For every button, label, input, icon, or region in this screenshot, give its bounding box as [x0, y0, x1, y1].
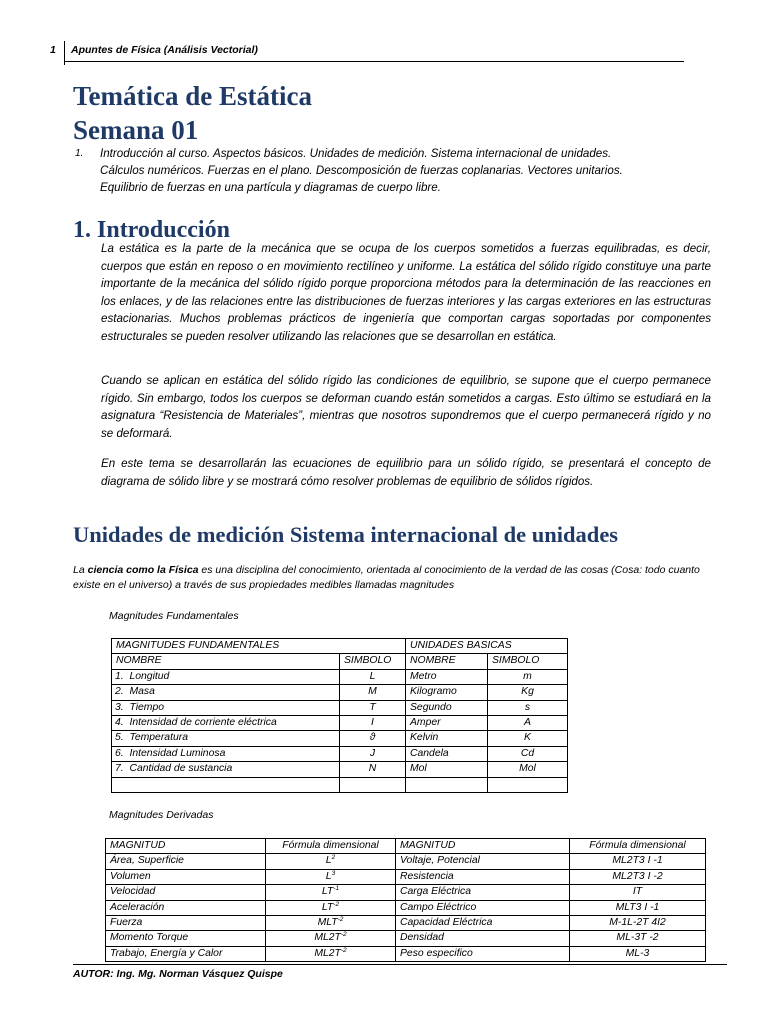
row-number: 1. — [115, 670, 124, 682]
dimensional-formula: ML-3 — [570, 946, 706, 961]
table-cell: N — [340, 762, 406, 777]
table-cell: Kelvin — [406, 731, 488, 746]
table-row — [106, 854, 706, 869]
magnitude-name: Capacidad Eléctrica — [396, 916, 570, 931]
magnitude-name: Longitud — [129, 670, 170, 682]
column-header: Fórmula dimensional — [266, 839, 396, 854]
table-cell: Candela — [406, 746, 488, 761]
formula-exponent: 3 — [331, 869, 336, 877]
column-header: MAGNITUD — [106, 839, 266, 854]
dimensional-formula: ML2T3 I -2 — [570, 869, 706, 884]
formula-exponent: -2 — [333, 900, 340, 908]
column-header: SIMBOLO — [488, 654, 568, 669]
table-cell — [340, 777, 406, 792]
magnitude-name: Fuerza — [106, 916, 266, 931]
table-row — [112, 685, 568, 700]
magnitude-name: Carga Eléctrica — [396, 885, 570, 900]
formula-base: LT — [321, 901, 334, 913]
page-header — [48, 41, 684, 65]
table-cell: ϑ — [340, 731, 406, 746]
table-cell: Cd — [488, 746, 568, 761]
intro-paragraph-2: Cuando se aplican en estática del sólido rígido las condiciones de equilibrio, se supone que el cuerpo permanece rígido. Sin embargo, todos los cuerpos se deforman cuando están sometidos a cargas. Esto último se estudiará en la asignatura “Resistencia de Materiales”, mientras que nosotros supondremos que el cuerpo permanecerá rígido y no se deformará. — [101, 374, 711, 440]
dimensional-formula — [266, 916, 396, 931]
formula-exponent: -2 — [340, 931, 347, 939]
units-description — [73, 563, 713, 592]
table-header-row — [106, 839, 706, 854]
dimensional-formula: M-1L-2T 4I2 — [570, 916, 706, 931]
table-row — [106, 946, 706, 961]
row-number: 2. — [115, 686, 124, 698]
intro-paragraph-1: La estática es la parte de la mecánica que se ocupa de los cuerpos sometidos a fuerzas equilibradas, es decir, cuerpos que están en reposo o en movimiento rectilíneo y uniforme. La estática del sólido rígido constituye una parte importante de la mecánica del sólido rígido porque proporciona métodos para la determinación de las reacciones en los enlaces, y de las relaciones entre las distribuciones de fuerzas interiores y las cargas exteriores en las estructuras estacionarias. Muchos problemas prácticos de ingeniería que comportan cargas soportadas por componentes estructurales se pueden resolver utilizando las relaciones que se desarrollan en estática. — [101, 242, 711, 343]
magnitude-name: Tiempo — [129, 701, 165, 713]
table-row — [106, 916, 706, 931]
column-header: MAGNITUD — [396, 839, 570, 854]
column-header: Fórmula dimensional — [570, 839, 706, 854]
units-desc-bold: ciencia como la Física — [87, 564, 199, 576]
table-cell: L — [340, 669, 406, 684]
magnitude-name: Momento Torque — [106, 931, 266, 946]
formula-exponent: -1 — [333, 885, 340, 893]
dimensional-formula — [266, 931, 396, 946]
table-cell: J — [340, 746, 406, 761]
units-desc-pre: La — [73, 564, 88, 576]
magnitude-name: Velocidad — [106, 885, 266, 900]
formula-base: ML2T — [314, 932, 341, 944]
topics-line-2: Cálculos numéricos. Fuerzas en el plano. Descomposición de fuerzas coplanarias. Vectores unitarios. — [100, 164, 623, 177]
fundamental-table — [111, 638, 568, 793]
table-row — [112, 746, 568, 761]
formula-base: LT — [321, 886, 334, 898]
document-title: Temática de Estática — [73, 81, 312, 111]
intro-heading: 1. Introducción — [73, 217, 230, 243]
magnitude-name: Volumen — [106, 869, 266, 884]
magnitude-name: Masa — [129, 686, 155, 698]
table-cell: m — [488, 669, 568, 684]
intro-paragraph-3: En este tema se desarrollarán las ecuaciones de equilibrio para un sólido rígido, se presentará el concepto de diagrama de sólido libre y se mostrará cómo resolver problemas de equilibrio de sólidos rígidos. — [101, 457, 711, 488]
table-row — [106, 885, 706, 900]
formula-base: MLT — [317, 917, 338, 929]
derived-table — [105, 838, 706, 962]
table-cell: T — [340, 700, 406, 715]
header-rule — [64, 61, 684, 62]
derived-caption: Magnitudes Derivadas — [109, 809, 214, 821]
magnitude-name: Campo Eléctrico — [396, 900, 570, 915]
magnitude-name: Área, Superficie — [106, 854, 266, 869]
table-row — [112, 700, 568, 715]
dimensional-formula — [266, 885, 396, 900]
formula-exponent: -2 — [337, 916, 344, 924]
table-cell: Metro — [406, 669, 488, 684]
magnitude-name: Aceleración — [106, 900, 266, 915]
table-row — [106, 869, 706, 884]
group-header-magnitudes: MAGNITUDES FUNDAMENTALES — [112, 639, 406, 654]
row-number: 3. — [115, 701, 124, 713]
formula-exponent: -2 — [340, 946, 347, 954]
dimensional-formula: IT — [570, 885, 706, 900]
table-cell — [112, 685, 340, 700]
dimensional-formula: MLT3 I -1 — [570, 900, 706, 915]
table-row — [112, 731, 568, 746]
row-number: 7. — [115, 763, 124, 775]
magnitude-name: Trabajo, Energía y Calor — [106, 946, 266, 961]
column-header: NOMBRE — [112, 654, 340, 669]
table-cell — [112, 700, 340, 715]
magnitude-name: Intensidad de corriente eléctrica — [129, 717, 277, 729]
formula-base: L — [325, 870, 332, 882]
table-cell — [112, 762, 340, 777]
column-header: SIMBOLO — [340, 654, 406, 669]
dimensional-formula: ML-3T -2 — [570, 931, 706, 946]
magnitude-name: Peso especifico — [396, 946, 570, 961]
table-cell: s — [488, 700, 568, 715]
magnitude-name: Intensidad Luminosa — [129, 747, 226, 759]
table-cell: I — [340, 716, 406, 731]
dimensional-formula — [266, 900, 396, 915]
fundamental-caption: Magnitudes Fundamentales — [109, 610, 239, 622]
magnitude-name: Resistencia — [396, 869, 570, 884]
table-cell: Amper — [406, 716, 488, 731]
dimensional-formula: ML2T3 I -1 — [570, 854, 706, 869]
table-cell — [112, 777, 340, 792]
formula-base: L — [325, 855, 332, 867]
row-number: 4. — [115, 717, 124, 729]
formula-base: ML2T — [314, 947, 341, 959]
table-row — [106, 931, 706, 946]
table-row — [112, 716, 568, 731]
table-cell: Segundo — [406, 700, 488, 715]
table-row — [112, 762, 568, 777]
table-cell: Kg — [488, 685, 568, 700]
topics-line-3: Equilibrio de fuerzas en una partícula y diagramas de cuerpo libre. — [100, 181, 441, 194]
magnitude-name: Voltaje, Potencial — [396, 854, 570, 869]
table-row — [112, 669, 568, 684]
table-group-row — [112, 639, 568, 654]
table-cell: K — [488, 731, 568, 746]
table-cell — [112, 669, 340, 684]
dimensional-formula — [266, 869, 396, 884]
table-cell — [112, 716, 340, 731]
table-cell — [112, 731, 340, 746]
topics-list — [73, 145, 693, 196]
units-heading: Unidades de medición Sistema internacional de unidades — [73, 522, 619, 547]
units-desc-post: es una disciplina del conocimiento, orientada al conocimiento de la verdad de las cosas (Cosa: todo cuanto existe en el universo) a través de sus propiedades medibles llamadas magnitudes — [73, 564, 700, 591]
footer-author: AUTOR: Ing. Mg. Norman Vásquez Quispe — [73, 968, 283, 980]
table-cell — [488, 777, 568, 792]
document-subtitle: Semana 01 — [73, 115, 199, 145]
magnitude-name: Densidad — [396, 931, 570, 946]
page-number: 1 — [50, 44, 56, 56]
table-cell: Kilogramo — [406, 685, 488, 700]
topics-number: 1. — [75, 148, 84, 159]
footer-rule — [73, 964, 727, 965]
row-number: 6. — [115, 747, 124, 759]
table-cell: A — [488, 716, 568, 731]
table-cell: Mol — [406, 762, 488, 777]
magnitude-name: Cantidad de sustancia — [129, 763, 233, 775]
table-row-empty — [112, 777, 568, 792]
header-title: Apuntes de Física (Análisis Vectorial) — [71, 44, 258, 56]
table-header-row — [112, 654, 568, 669]
table-cell — [406, 777, 488, 792]
table-cell — [112, 746, 340, 761]
group-header-unidades: UNIDADES BASICAS — [406, 639, 568, 654]
formula-exponent: 2 — [331, 854, 336, 862]
table-cell: M — [340, 685, 406, 700]
magnitude-name: Temperatura — [129, 732, 188, 744]
dimensional-formula — [266, 854, 396, 869]
table-cell: Mol — [488, 762, 568, 777]
row-number: 5. — [115, 732, 124, 744]
column-header: NOMBRE — [406, 654, 488, 669]
dimensional-formula — [266, 946, 396, 961]
topics-line-1: Introducción al curso. Aspectos básicos. Unidades de medición. Sistema internacional de unidades. — [100, 147, 612, 160]
table-row — [106, 900, 706, 915]
